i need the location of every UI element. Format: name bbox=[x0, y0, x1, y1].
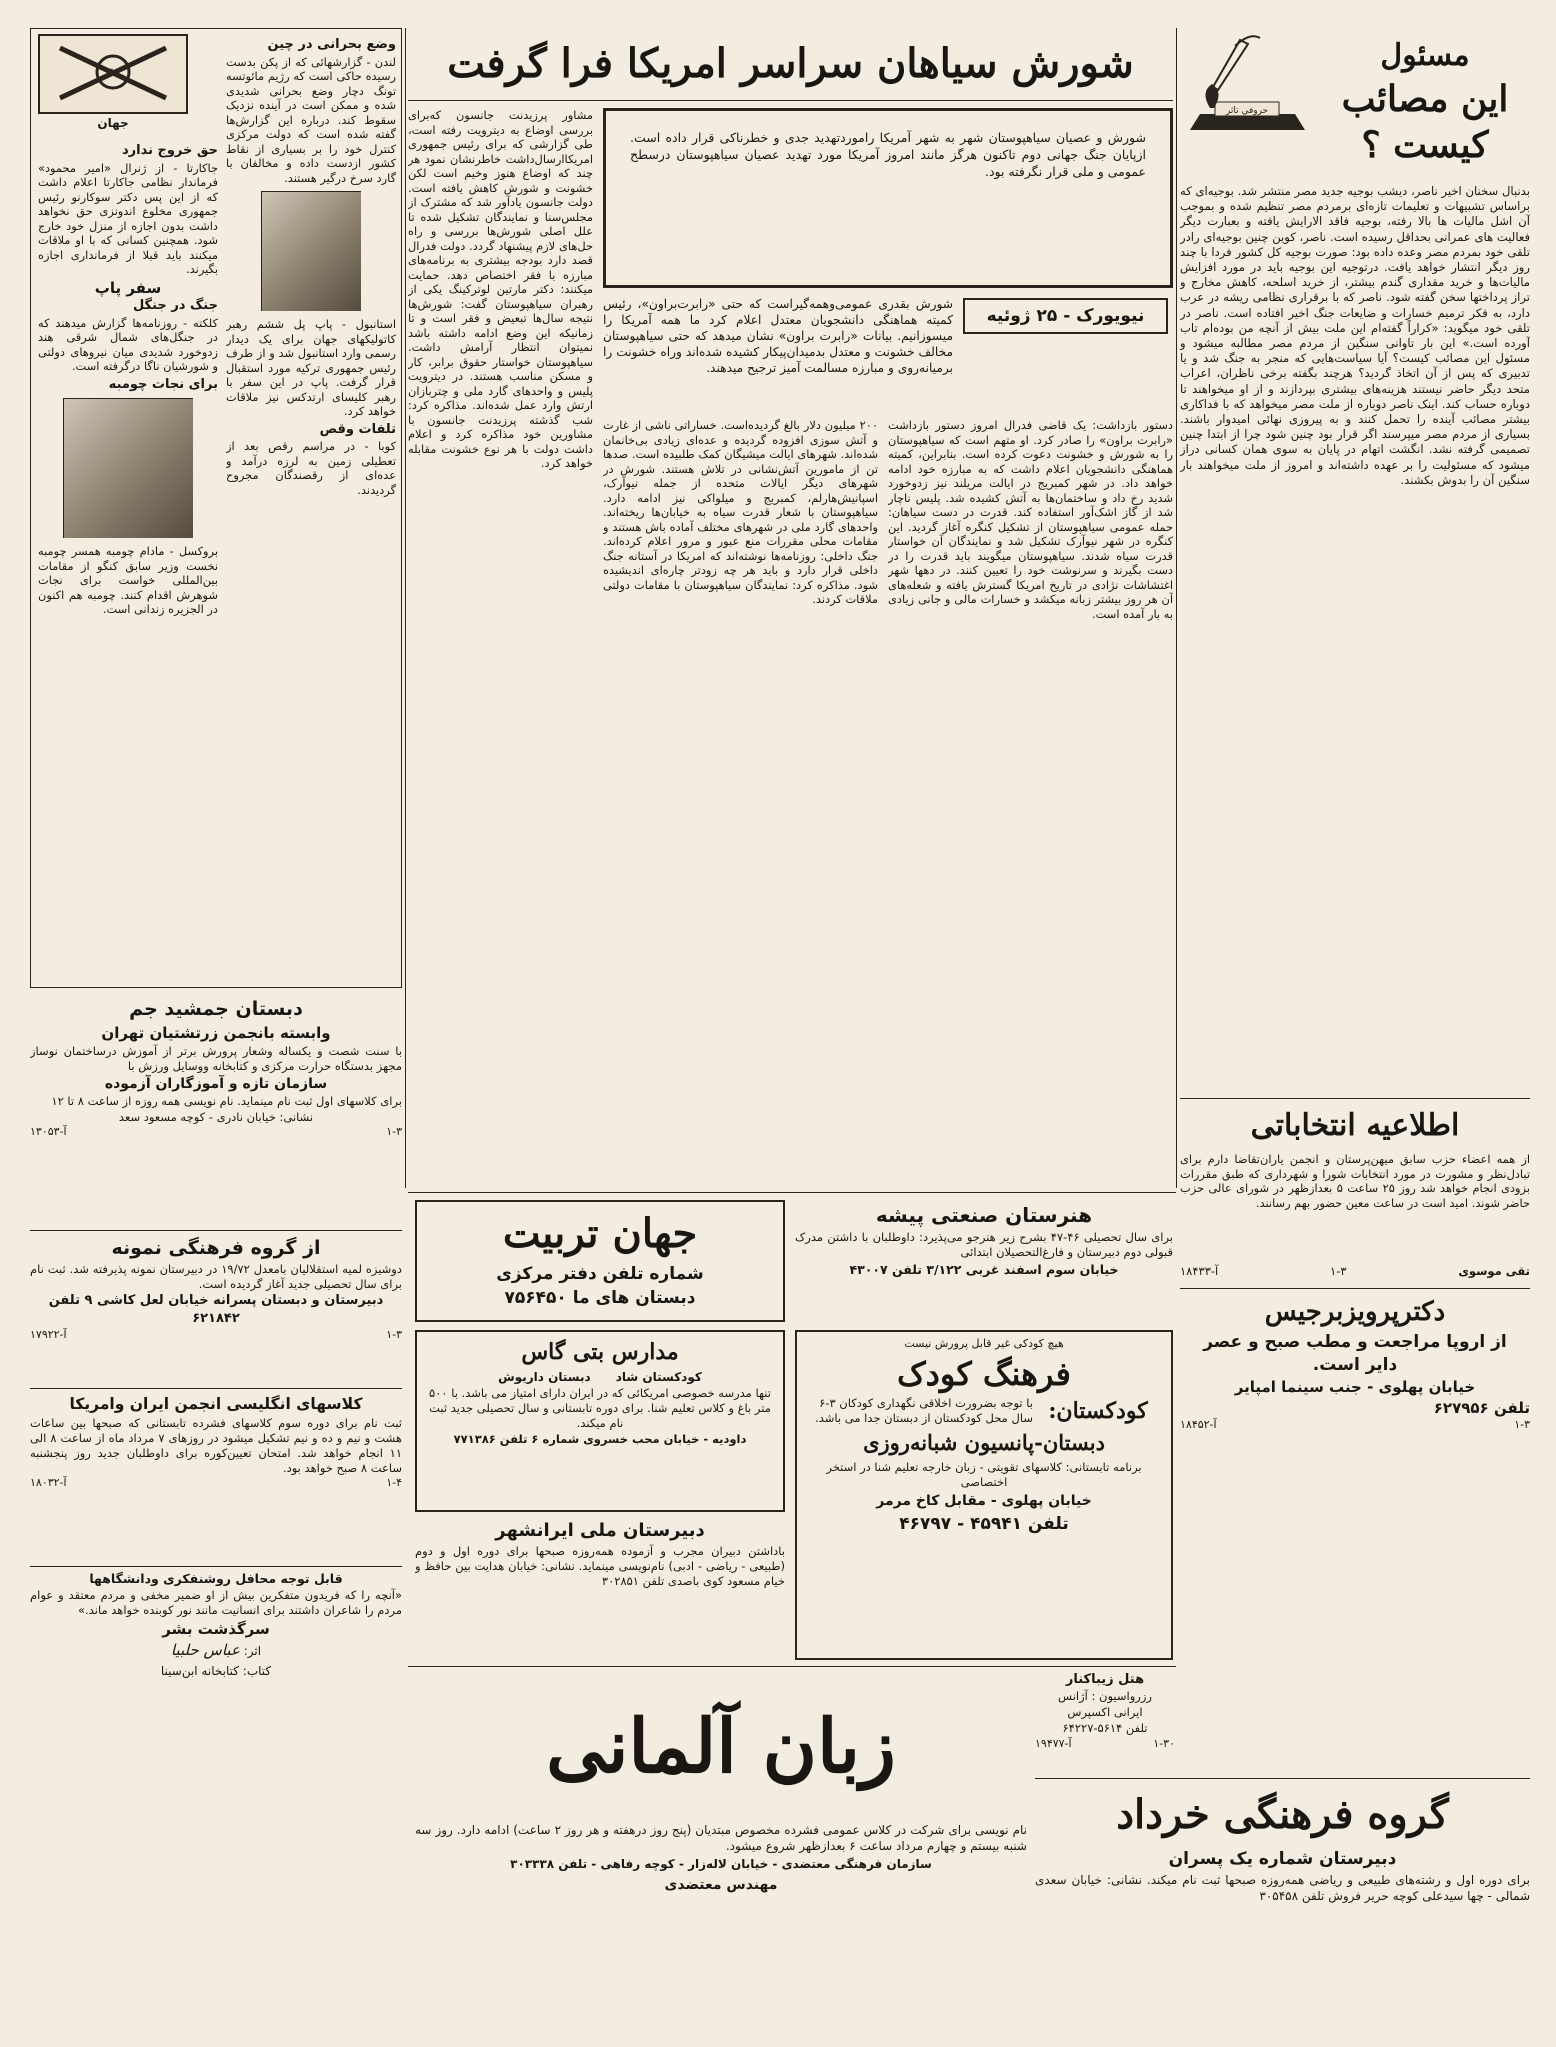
ad-jamshid bbox=[30, 996, 402, 1226]
ad4-pub-line bbox=[30, 1661, 402, 1681]
german-addr: سازمان فرهنگی معتضدی - خیابان لاله‌زار - کوچه رفاهی - تلفن ۳۰۳۳۳۸ bbox=[510, 1857, 932, 1871]
ad4-pub-label: کتاب: bbox=[242, 1664, 272, 1678]
hotel-line-3: تلفن ۵۶۱۴-۶۴۲۲۷ bbox=[1062, 1721, 1148, 1735]
item5-body: بروکسل - مادام چومبه همسر چومبه نخست وزیر سابق کنگو از مقامات بین‌المللی خواست برای نجات شوهرش اقدام کنند. چومبه هم اکنون در الجزیره زندانی است. bbox=[38, 544, 218, 616]
lead-box-text: شورش و عصیان سیاهپوستان شهر به شهر آمریکا راموردتهدید جدی و خطرناکی قرار داده است. ازپایان جنگ جهانی دوم تاکنون هرگز مانند امروز آمریکا مورد تهدید عصیان سیاهپوستان درسطح عمومی و ملی قرار نگرفته بود. bbox=[630, 130, 1146, 179]
hotel-name: هتل زیباکنار bbox=[1065, 1672, 1145, 1687]
lead-box bbox=[603, 108, 1173, 408]
hotel-code-b: ۱-۳۰ bbox=[1153, 1737, 1175, 1750]
ad1-code-a: آ-۱۳۰۵۳ bbox=[30, 1125, 67, 1138]
ad3-body: ثبت نام برای دوره سوم کلاسهای فشرده تابستانی که صبحها بین ساعات هشت و نیم و ده و نیم تشکیل میشود در روزهای ۷ مرداد ماه از ساعت ۸ الی ۱۱ انجام خواهد شد. امتحان تعیین‌کوره برای داوطلبان جدید روز پنجشنبه ساعت ۸ صبح خواهد بود. bbox=[30, 1416, 402, 1475]
ad3-codes bbox=[30, 1476, 402, 1489]
farhang-k-body: با توجه بضرورت اخلاقی نگهداری کودکان ۳-۶ سال محل کودکستان از دبستان جدا می باشد. bbox=[815, 1396, 1033, 1425]
doctor-line-2: دایر است. bbox=[1312, 1355, 1398, 1375]
hotel-line-2: ایرانی اکسپرس bbox=[1067, 1705, 1143, 1719]
doctor-name: دکترپرویزبرجیس bbox=[1264, 1297, 1446, 1327]
doctor-code-a: آ-۱۸۴۵۲ bbox=[1180, 1418, 1217, 1431]
pope-body: استانبول - پاپ پل ششم رهبر کاتولیکهای جهان برای یک دیدار رسمی وارد استانبول شد و از طرف رئیس جمهوری ترکیه مورد استقبال قرار گرفت. پاپ در این سفر با رهبر کلیسای ارتدکس نیز ملاقات خواهد کرد. bbox=[226, 317, 396, 418]
iranshahr-body: باداشتن دبیران مجرب و آزموده همه‌روزه صبحها برای دوره اول و دوم (طبیعی - ریاضی - ادبی) نام‌نویسی مینماید. نشانی: خیابان هدایت بین حافظ و خیام مسعود کوی باصدی تلفن ۳۰۲۸۵۱ bbox=[415, 1544, 785, 1588]
jahan-tarbiat-line-1: شماره تلفن دفتر مرکزی bbox=[496, 1264, 704, 1284]
farhang-d: دبستان-پانسیون شبانه‌روزی bbox=[863, 1430, 1105, 1455]
ad-book bbox=[30, 1570, 402, 1770]
ad-nemooneh bbox=[30, 1234, 402, 1384]
main-col-c: دستور بازداشت: یک قاضی فدرال امروز دستور بازداشت «رابرت براون» را صادر کرد. او متهم است که سیاهپوستان را به شورش و خشونت دعوت کرده است. بنابراین، کمیته هماهنگی دانشجویان اعلام داشت که به مبارزه خود ادامه خواهد داد. در شهر کمبریج در ایالت مریلند نیز زدوخورد شدید رخ داد و ساختمان‌ها به آتش کشیده شد. پلیس ناچار شد از گاز اشک‌آور استفاده کند. قدرت در دست سیاهان: حمله عمومی سیاهپوستان از تشکیل کنگره آغاز گردید. این کنگره در شهر نیوآرک تشکیل شد و نمایندگان آن خواستار قدرت سیاه شدند. سیاهپوستان میگویند باید قدرت را در دست بگیرند و سرنوشت خود را تعیین کنند. در دهها شهر اغتشاشات نژادی در تاریخ امریکا گسترش یافته و شعله‌های آن هر روز بیشتر زبانه میکشد و خسارات مالی و جانی زیادی به بار آمده است. bbox=[888, 418, 1173, 621]
ad1-body2: برای کلاسهای اول ثبت نام مینماید. نام نویسی همه روزه از ساعت ۸ تا ۱۲ bbox=[51, 1094, 402, 1108]
right-column bbox=[1180, 28, 1530, 1186]
main-col-b: ۲۰۰ میلیون دلار بالغ گردیده‌است. خساراتی ناشی از غارت و آتش سوزی افزوده گردیده و عده‌ای زیادی بی‌خانمان شده‌اند. شهرهای ایالت میشیگان کمک طلبیده است. صدها تن از مامورین آتش‌نشانی در تلاش هستند. شورش در شهرهای دیگر ایالات متحده از جمله نیوآرک، اسپانیش‌هارلم، کمبریج و میلواکی نیز ادامه دارد. سیاهپوستان با شعار قدرت سیاه به خیابان‌ها ریخته‌اند. واحدهای گارد ملی در شهرهای مختلف آماده باش هستند و مقامات محلی مقررات منع عبور و مرور اعلام کرده‌اند. جنگ داخلی: روزنامه‌ها نوشته‌اند که امریکا در آستانه جنگ داخلی قرار دارد و باید هر چه زودتر چاره‌ای اندیشیده شود. مذاکره کرد: نمایندگان سیاهپوستان با مقامات دولتی ملاقات کردند. bbox=[603, 418, 878, 606]
item1-title: وضع بحرانی در چین bbox=[267, 37, 396, 52]
item4-body: کوبا - در مراسم رقص بعد از تعطیلی زمین به لرزه درآمد و عده‌ای از رقصندگان مجروح گردیدند. bbox=[226, 439, 396, 497]
ad1-sub: وابسته بانجمن زرتشتیان تهران bbox=[101, 1024, 331, 1042]
jahan-tarbiat-title: جهان تربیت bbox=[502, 1210, 698, 1257]
ad3-title: کلاسهای انگلیسی انجمن ایران وامریکا bbox=[69, 1395, 363, 1413]
election-notice-body: از همه اعضاء حزب سابق میهن‌پرستان و انجمن یاران‌تقاضا دارم برای تبادل‌نظر و مشورت در مورد انتخابات شورا و شهرداری که طبق مقررات بزودی انجام خواهد شد روز ۲۵ ساعت ۵ بعدازظهر در شورای عالی حزب حاضر شوند. امید است در ساعت معین حضور بهم رسانند. bbox=[1180, 1152, 1530, 1210]
honarestan-title: هنرستان صنعتی پیشه bbox=[875, 1203, 1093, 1227]
middle-column bbox=[408, 28, 1173, 1188]
honarestan-addr: خیابان سوم اسفند غربی ۳/۱۲۲ تلفن ۴۳۰۰۷ bbox=[849, 1262, 1119, 1277]
iranshahr-title: دبیرستان ملی ایرانشهر bbox=[495, 1520, 705, 1541]
doctor-ad bbox=[1180, 1294, 1530, 1444]
notice-signer: تقی موسوی bbox=[1458, 1264, 1530, 1278]
jahan-number: ۲۰ bbox=[105, 66, 121, 81]
khordad-body: برای دوره اول و رشته‌های طبیعی و ریاضی همه‌روزه صبحها ثبت نام میکند. نشانی: خیابان سعدی شمالی - چها سیدعلی کوچه حریر فروش تلفن ۳۰۵۴۵۸ bbox=[1035, 1873, 1530, 1903]
ad3-code-b: ۱-۴ bbox=[386, 1476, 402, 1489]
ad4-author-line bbox=[30, 1640, 402, 1661]
election-notice-footer bbox=[1180, 1264, 1530, 1282]
right-title-line-2: این مصائب bbox=[1341, 78, 1509, 120]
item1-body: لندن - گزارشهائی که از پکن بدست رسیده حاکی است که رژیم مائوتسه تونگ دچار وضع بحرانی شدیدی شده و ممکن است در آینده نزدیک سقوط کند. درباره این گزارش‌ها گفته شده است که دولت مرکزی کنترل خود را بر بسیاری از نقاط کشور ازدست داده و مخالفان با گارد سرخ درگیر هستند. bbox=[226, 54, 396, 185]
jahan-label: جهان bbox=[97, 116, 129, 130]
jahan-logo bbox=[38, 34, 188, 114]
doctor-codes bbox=[1180, 1418, 1530, 1431]
ad1-title: دبستان جمشید جم bbox=[129, 998, 303, 1020]
lead-box-frame bbox=[603, 108, 1173, 288]
ad-german bbox=[415, 1672, 1027, 1972]
banner-caption: حروفي تاثر bbox=[1225, 106, 1269, 116]
german-body: نام نویسی برای شرکت در کلاس عمومی فشرده مخصوص مبتدیان (پنج روز درهفته و هر روز ۲ ساعت) ادامه دارد. روز سه شنبه بیستم و چهارم مرداد ساعت ۶ بعدازظهر شروع میشود. bbox=[415, 1823, 1027, 1853]
dateline: نیویورک - ۲۵ ژوئیه bbox=[963, 298, 1168, 334]
notice-code-b: ۱-۳ bbox=[1330, 1264, 1347, 1278]
hotel-line-1: رزرواسیون : آژانس bbox=[1058, 1689, 1152, 1703]
khordad-title: گروه فرهنگی خرداد bbox=[1116, 1791, 1449, 1838]
ad1-code-b: ۱-۳ bbox=[386, 1125, 402, 1138]
ad1-bold: سازمان تازه و آموزگاران آزموده bbox=[104, 1076, 328, 1092]
ad4-title: قابل توجه محافل روشنفکری ودانشگاهها bbox=[89, 1571, 343, 1586]
farhang-body: برنامه تابستانی: کلاسهای تقویتی - زبان خارجه تعلیم شنا در استخر اختصاصی bbox=[826, 1460, 1142, 1489]
item3-body: کلکته - روزنامه‌ها گزارش میدهند که در جنگل‌های شمال شرقی هند زدوخورد شدیدی میان نیروهای دولتی و شورشیان ناگا درگرفته است. bbox=[38, 315, 218, 373]
item3-title: جنگ در جنگل bbox=[132, 298, 218, 313]
right-title-line-1: مسئول bbox=[1380, 38, 1470, 73]
item2-body: جاکارتا - از ژنرال «امیر محمود» فرماندار نظامی جاکارتا اعلام داشت که از این پس دکتر سوکارنو رئیس جمهوری مخلوع اندونزی حق نخواهد داشت بدون اجازه از منزل خود خارج شود. همچنین کسانی که با او ملاقات میکنند باید قبلا از فرمانداری اجازه بگیرند. bbox=[38, 160, 218, 276]
lead-text: شورش بقدری عمومی‌وهمه‌گیراست که حتی «رابرت‌براون»، رئیس کمیته هماهنگی دانشجویان معتدل اعلام کرد ما همه آمریکا را میسوزانیم. بیانات «رابرت براون» نشان میدهد که حتی سیاهپوستان مخالف خشونت و معتدل بدمیدان‌پیکار کشیده شده‌اند وراه خشونت را برمیانه‌روی و مبارزه مسالمت آمیز ترجیح میدهند. bbox=[603, 297, 953, 375]
ad4-body: «آنچه را که فریدون متفکرین بیش از او ضمیر مخفی و مردم معتقد و عوام مردم را شاعران داشتند برای انسانیت مانند نور کوبنده خواهد ماند.» bbox=[30, 1588, 402, 1617]
ad4-pub: کتابخانه ابن‌سینا bbox=[160, 1664, 239, 1678]
ad-english bbox=[30, 1392, 402, 1562]
ad1-codes bbox=[30, 1125, 402, 1138]
ad-khordad bbox=[1035, 1784, 1530, 1984]
doctor-line-1: از اروپا مراجعت و مطب صبح و عصر bbox=[1203, 1332, 1507, 1352]
farhang-title: فرهنگ کودک bbox=[897, 1355, 1071, 1393]
farhang-addr: خیابان پهلوی - مقابل کاخ مرمر bbox=[876, 1493, 1092, 1509]
left-column bbox=[30, 28, 402, 988]
main-col-a: مشاور پرزیدنت جانسون که‌برای بررسی اوضاع به دیترویت رفته است، طی گزارشی که برای رئیس جمهوری امریکاارسال‌داشت خاطرنشان نمود هر چند که اوضاع هنوز وخیم است لکن خشونت و شورش کاهش یافته است. دولت جانسون یادآور شد که مشترک از مجلس‌سنا و نمایندگان ‌تشکیل شده تا علل اصلی شورش‌ها بررسی و راه حل‌های لازم پیشنهاد گردد. دولت فدرال قصد دارد بودجه بیشتری به برنامه‌های مبارزه با فقر اختصاص دهد. حمایت میکنند: دکتر مارتین لوترکینگ یکی از رهبران سیاهپوستان گفت: شورش‌ها نتیجه سال‌ها تبعیض و فقر است و تا زمانیکه این وضع ادامه داشته باشد نمیتوان انتظار آرامش داشت. سیاهپوستان خواستار حقوق برابر، کار و مسکن مناسب هستند. در دیترویت پلیس و واحدهای گارد ملی و چتربازان ارتش وارد عمل شده‌اند. مذاکره کرد: شب گذشته پرزیدنت جانسون با مشاورین خود مذاکره کرد و اعلام داشت دولت با هر نوع خشونت مقابله خواهد کرد. bbox=[408, 108, 593, 470]
banner-illustration bbox=[1180, 32, 1315, 132]
ad-farhang-koodak bbox=[795, 1330, 1173, 1660]
doctor-line-3: خیابان پهلوی - جنب سینما امپایر bbox=[1234, 1378, 1476, 1396]
ad3-code-a: آ-۱۸۰۳۲ bbox=[30, 1476, 67, 1489]
right-article: بدنبال سخنان اخیر ناصر، دیشب بوجیه جدید مصر منتشر شد. بوجیه‌ای که براساس تشبیهات و تعلیمات تازه‌ای برمردم مصر تنظیم شده و بموجب آن اشل مالیات ها بالا رفته، بوجیه فاقد الارایش یافته و بعبارت دیگر فعالیت های عمرانی بحداقل رسیده است. ناصر، کوین چنین بوجیه‌ای رادر تلقی خود بمردم مصر وعده داده بود: صورت بوجیه کل کشور فردا با چند روز دیگر انتشار خواهد یافت. درتوجیه این بوجیه باید در مورد افزایش مالیات‌ها و خرید مقداری گندم بیشتر، از خرید اسلحه، کاهش مخارج و تراز پرداختها سخن گفته شود. ناصر که با برقراری نظامی ریشه در عرب دارد، به فکر ترمیم خسارات و ضایعات جنگ اخیر افتاده است. ناصر در تلقی خود میگوید: «کراراً گفته‌ام این ملت بیش از آنچه من بوده‌ام تاب آورده است.» این بار تاوانی سنگین از مردم مصر مطالبه میشود و مسئول این مصائب کیست؟ آیا سیاست‌هایی که منجر به جنگ شد و یا تدبیری که پس از آن اتخاذ گردید؟ هرچند بگفته برخی ناظران، اعراب متحد دیگر حاضر نیستند هزینه‌های بیشتری بپردازند و از او میخواهند تا دوباره حساب کند. اینک ناصر دوباره از ملت مصر میخواهد که با فداکاری بیشتر مصائب آینده را تحمل کنند و به پیروزی نهائی امیدوار باشند. بسیاری از مردم مصر میپرسند اگر قرار بود چنین شود چرا از ابتدا چنین تصمیمی گرفته نشد. انگشت اتهام در پایان به سوی همان کسانی دراز میشود که مسئولیت را بر عهده داشته‌اند و امروز از ملت میخواهند بار سنگین آن را بدوش بکشند. bbox=[1180, 184, 1530, 487]
betigas-title: مدارس بتی گاس bbox=[521, 1339, 679, 1365]
crossed-swords-icon bbox=[40, 36, 186, 112]
farhang-tel: تلفن ۴۵۹۴۱ - ۴۶۷۹۷ bbox=[899, 1514, 1069, 1534]
ad-honarestan bbox=[795, 1200, 1173, 1322]
ad-hotel bbox=[1035, 1672, 1175, 1772]
doctor-line-4: تلفن ۶۲۷۹۵۶ bbox=[1433, 1399, 1530, 1417]
kids-tag: هیچ کودکی غیر قابل پرورش نیست bbox=[904, 1337, 1064, 1350]
item2-title: حق خروج ندارد bbox=[121, 143, 218, 158]
ad2-code-a: آ-۱۷۹۲۲ bbox=[30, 1328, 67, 1341]
ad4-author-label: اثر: bbox=[243, 1644, 262, 1658]
main-headline: شورش سیاهان سراسر امریکا فرا گرفت bbox=[447, 40, 1134, 87]
betigas-addr: داودیه - خیابان محب خسروی شماره ۶ تلفن ۷۷۱۳۸۶ bbox=[453, 1432, 747, 1446]
ad2-codes bbox=[30, 1328, 402, 1341]
ad4-quote: سرگذشت بشر bbox=[162, 1620, 270, 1638]
world-col-left bbox=[38, 140, 218, 982]
newspaper-page bbox=[30, 28, 1530, 2023]
german-sign: مهندس معتضدی bbox=[664, 1877, 778, 1893]
betigas-cols: کودکستان شاد دبستان داریوش bbox=[498, 1370, 702, 1384]
ad2-bold: دبیرستان و دبستان پسرانه خیابان لعل کاشی ۹ تلفن ۶۲۱۸۴۲ bbox=[48, 1293, 384, 1326]
item5-title: برای نجات چومبه bbox=[108, 376, 218, 392]
right-title bbox=[1320, 36, 1530, 176]
ad2-code-b: ۱-۳ bbox=[386, 1328, 402, 1341]
betigas-body: تنها مدرسه خصوصی امریکائی که در ایران دارای امتیاز می باشد. با ۵۰۰ متر باغ و کلاس تعلیم شنا. برای دوره تابستانی و سال تحصیلی جدید ثبت نام میکند. bbox=[429, 1386, 771, 1430]
ad-jahan-tarbiat bbox=[415, 1200, 785, 1322]
election-notice-title: اطلاعیه انتخاباتی bbox=[1250, 1108, 1460, 1143]
right-title-line-3: کیست ؟ bbox=[1361, 124, 1489, 166]
doctor-code-b: ۱-۳ bbox=[1514, 1418, 1530, 1431]
item4-title: تلفات وقص bbox=[319, 421, 396, 437]
khordad-sub: دبیرستان شماره یک پسران bbox=[1168, 1849, 1397, 1869]
pope-title: سفر پاپ bbox=[94, 278, 162, 297]
hotel-codes bbox=[1035, 1736, 1175, 1752]
hotel-code-a: آ-۱۹۴۷۷ bbox=[1035, 1737, 1072, 1750]
ad1-addr: نشانی: خیابان نادری - کوچه مسعود سعد bbox=[118, 1110, 314, 1124]
honarestan-body: برای سال تحصیلی ۴۶-۴۷ بشرح زیر هنرجو می‌پذیرد: داوطلبان با داشتن مدرک قبولی دوم دبیرستان و فارغ‌التحصیلان ابتدائی bbox=[795, 1230, 1173, 1259]
pope-photo bbox=[261, 191, 361, 311]
ad-iranshahr bbox=[415, 1518, 785, 1658]
farhang-k: کودکستان: bbox=[1048, 1398, 1148, 1424]
ad2-body: دوشیزه لمیه استقلالیان بامعدل ۱۹/۷۲ در دبیرستان نمونه پذیرفته شد. ثبت نام برای سال تحصیلی جدید آغاز گردیده است. bbox=[30, 1262, 402, 1291]
german-title: زبان آلمانی bbox=[546, 1704, 896, 1790]
ad4-author: عباس حلبیا bbox=[170, 1641, 240, 1659]
notice-code: آ-۱۸۴۳۳ bbox=[1180, 1264, 1219, 1278]
world-col-right bbox=[226, 34, 396, 982]
jahan-tarbiat-line-2: دبستان های ما ۷۵۶۴۵۰ bbox=[504, 1288, 696, 1308]
tshombe-photo bbox=[63, 398, 193, 538]
ad2-title: از گروه فرهنگی نمونه bbox=[111, 1237, 321, 1259]
ad1-body: با سنت شصت و یکساله وشعار پرورش برتر از آموزش درساختمان نوساز مجهز بدستگاه حرارت مرکزی و کتابخانه ووسایل ورزش با bbox=[30, 1044, 402, 1073]
quill-inkwell-icon bbox=[1180, 32, 1315, 132]
ad-betigas bbox=[415, 1330, 785, 1512]
